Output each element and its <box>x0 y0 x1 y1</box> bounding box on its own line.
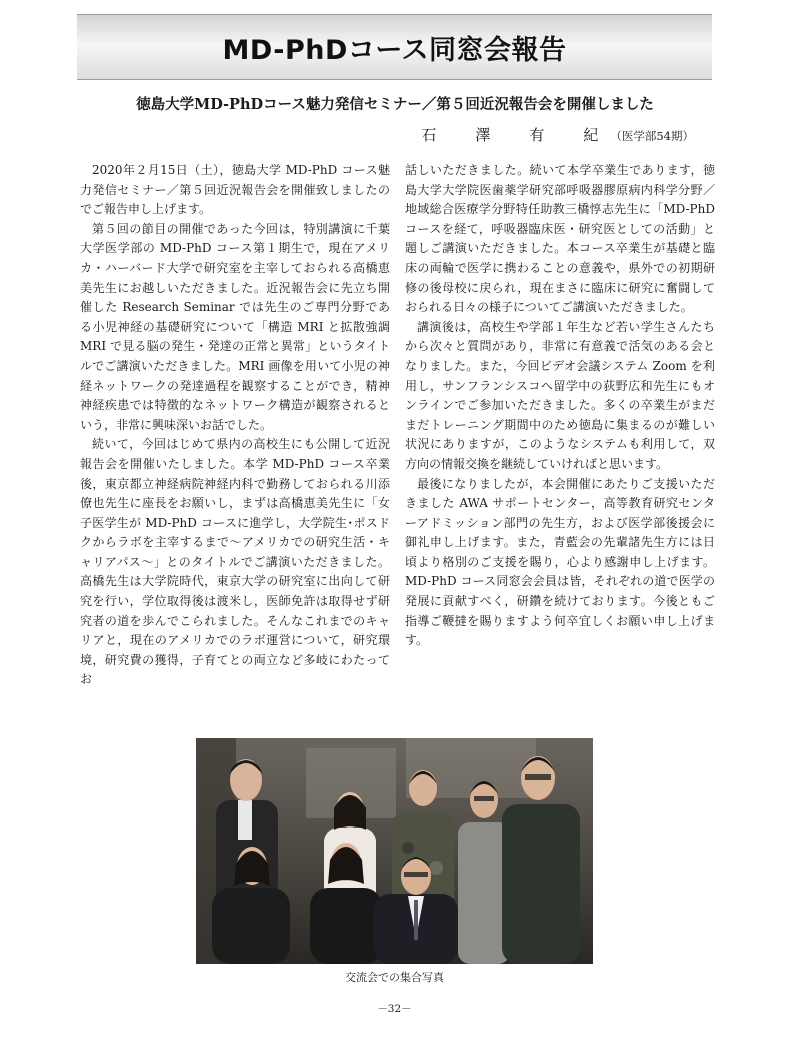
group-photo <box>196 738 593 964</box>
author-name: 石 澤 有 紀 <box>421 126 611 144</box>
text-column-left <box>80 161 390 690</box>
body-paragraph: 第５回の節目の開催であった今回は，特別講演に千葉大学医学部の MD-PhD コース第１期生で，現在アメリカ・ハーバード大学で研究室を主宰しておられる高橋恵美先生にお越しいただきました。近況報告会に先立ち開催した Research Seminar では先生のご専門分野である小児神経の基礎研究について「構造 MRI と拡散強調 MRI で見る脳の発生・発達の正常と異常」というタイトルでご講演いただきました。MRI 画像を用いて小児の神経ネットワークの発達過程を観察することができ，精神神経疾患では特徴的なネットワーク構造が観察されるという，非常に興味深いお話でした。 <box>80 221 390 432</box>
article-subtitle: 徳島大学MD-PhDコース魅力発信セミナー／第５回近況報告会を開催しました <box>136 96 654 113</box>
body-paragraph: 最後になりましたが，本会開催にあたりご支援いただきました AWA サポートセンター，高等教育研究センターアドミッション部門の先生方，および医学部後援会に御礼申し上げます。また，青藍会の先輩諸先生方には日頃より格別のご支援を賜り，心より感謝申し上げます。MD-PhD コース同窓会会員は皆，それぞれの道で医学の発展に貢献すべく，研鑽を続けております。今後ともご指導ご鞭撻を賜りますよう何卒宜しくお願い申し上げます。 <box>405 476 715 648</box>
body-paragraph: 講演後は，高校生や学部１年生など若い学生さんたちから次々と質問があり，非常に有意義で活気のある会となりました。また，今回ビデオ会議システム Zoom を利用し，サンフランシスコへ留学中の荻野広和先生にもオンラインでご参加いただきました。多くの卒業生がまだまだトレーニング期間中のため徳島に集まるのが難しい状況にありますが，このようなシステムも利用して，双方向の情報交換を継続していければと思います。 <box>405 319 715 471</box>
text-column-right <box>405 161 715 651</box>
body-paragraph: 2020年２月15日（土），徳島大学 MD-PhD コース魅力発信セミナー／第５回近況報告会を開催致しましたのでご報告申し上げます。 <box>80 163 390 217</box>
author-affiliation: （医学部54期） <box>610 129 694 143</box>
page-title: MD-PhDコース同窓会報告 <box>222 34 567 66</box>
photo-caption: 交流会での集合写真 <box>345 971 444 984</box>
author-line <box>421 124 694 145</box>
title-banner <box>77 14 712 80</box>
body-paragraph: 続いて，今回はじめて県内の高校生にも公開して近況報告会を開催いたしました。本学 MD-PhD コース卒業後，東京都立神経病院神経内科で勤務しておられる川添僚也先生に座長をお願いし，まずは高橋恵美先生に「女子医学生が MD-PhD コースに進学し，大学院生･ポスドクからラボを主宰するまで～アメリカでの研究生活・キャリアパス～」とのタイトルでご講演いただきました。高橋先生は大学院時代，東京大学の研究室に出向して研究を行い，学位取得後は渡米し，医師免許は取得せず研究者の道を歩んでこられました。そんなこれまでのキャリアと，現在のアメリカでのラボ運営について，研究環境，研究費の獲得，子育てとの両立など多岐にわたってお <box>80 437 390 687</box>
page-number: －32－ <box>377 1003 412 1015</box>
group-photo-illustration <box>196 738 593 964</box>
body-paragraph: 話しいただきました。続いて本学卒業生であります，徳島大学大学院医歯薬学研究部呼吸器膠原病内科学分野／地域総合医療学分野特任助教三橋惇志先生に「MD-PhD コースを経て，呼吸器臨床医・研究医としての活動」と題しご講演いただきました。本コース卒業生が基礎と臨床の両輪で医学に携わることの意義や，県外での初期研修の後母校に戻られ，現在まさに臨床に研究に奮闘しておられる日々の様子についてご講演いただきました。 <box>405 163 715 315</box>
